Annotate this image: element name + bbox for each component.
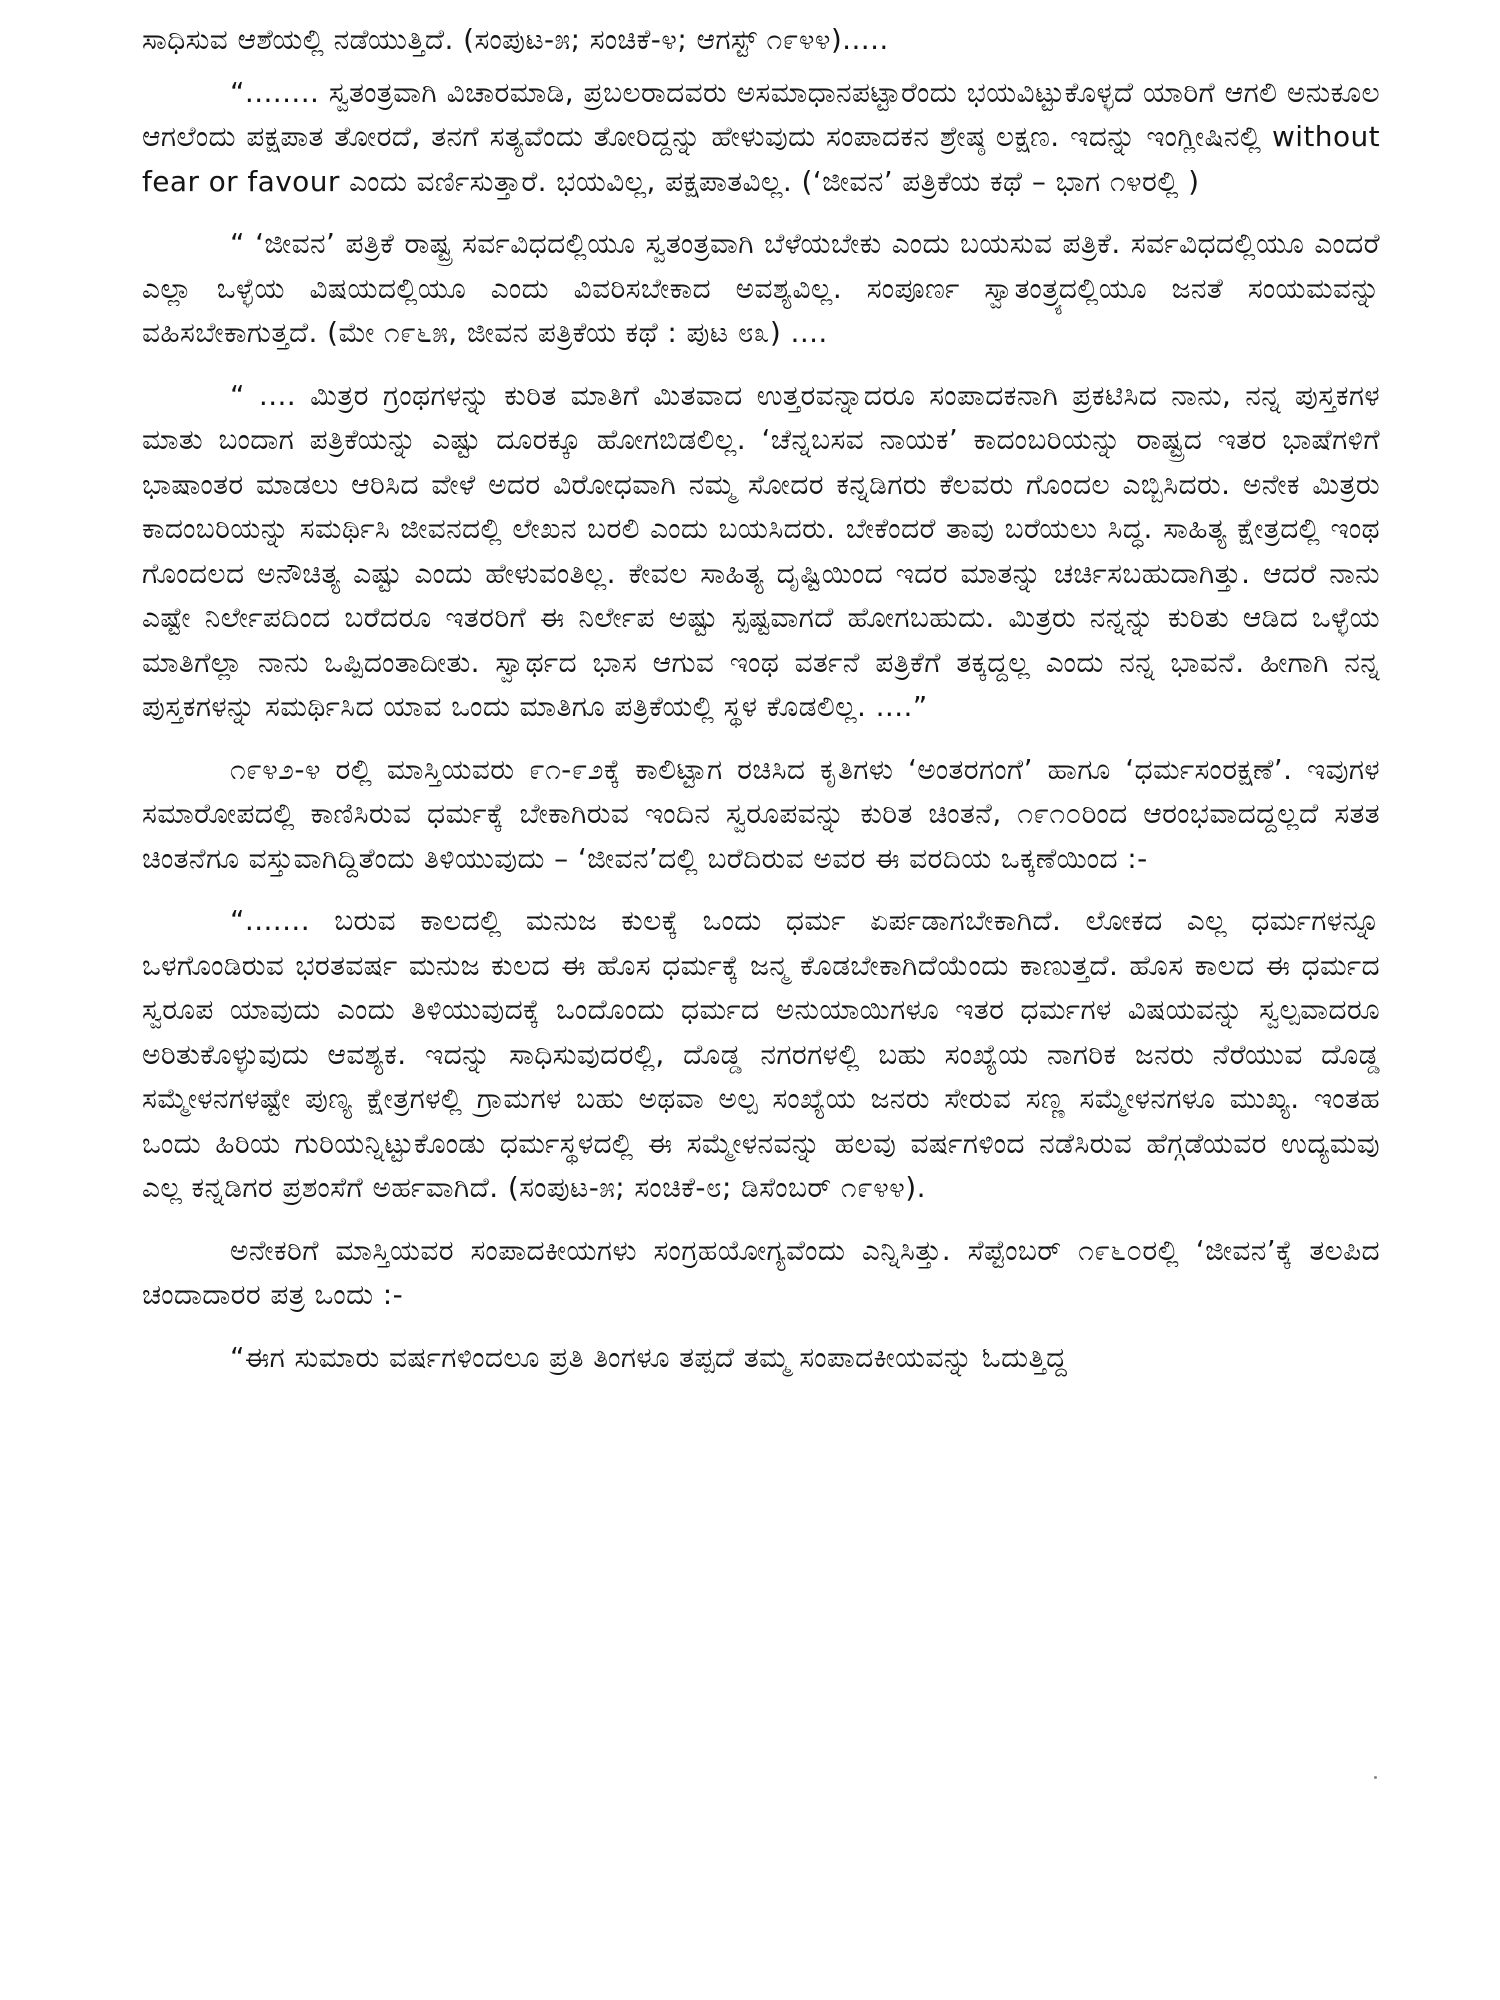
- paragraph-3: “ ‘ಜೀವನ’ ಪತ್ರಿಕೆ ರಾಷ್ಟ್ರ ಸರ್ವವಿಧದಲ್ಲಿಯೂ ಸ್ವತಂತ್ರವಾಗಿ ಬೆಳೆಯಬೇಕು ಎಂದು ಬಯಸುವ ಪತ್ರಿಕೆ. ಸರ್ವವಿಧದಲ್ಲಿಯೂ ಎಂದರೆ ಎಲ್ಲಾ ಒಳ್ಳೆಯ ವಿಷಯದಲ್ಲಿಯೂ ಎಂದು ವಿವರಿಸಬೇಕಾದ ಅವಶ್ಯವಿಲ್ಲ. ಸಂಪೂರ್ಣ ಸ್ವಾತಂತ್ರ್ಯದಲ್ಲಿಯೂ ಜನತೆ ಸಂಯಮವನ್ನು ವಹಿಸಬೇಕಾಗುತ್ತದೆ. (ಮೇ ೧೯೬೫, ಜೀವನ ಪತ್ರಿಕೆಯ ಕಥೆ : ಪುಟ ೮೩) ....: [142, 227, 1380, 349]
- paragraph-5: ೧೯೪೨-೪ ರಲ್ಲಿ ಮಾಸ್ತಿಯವರು ೯೧-೯೨ಕ್ಕೆ ಕಾಲಿಟ್ಟಾಗ ರಚಿಸಿದ ಕೃತಿಗಳು ‘ಅಂತರಗಂಗೆ’ ಹಾಗೂ ‘ಧರ್ಮಸಂರಕ್ಷಣೆ’. ಇವುಗಳ ಸಮಾರೋಪದಲ್ಲಿ ಕಾಣಿಸಿರುವ ಧರ್ಮಕ್ಕೆ ಬೇಕಾಗಿರುವ ಇಂದಿನ ಸ್ವರೂಪವನ್ನು ಕುರಿತ ಚಿಂತನೆ, ೧೯೧೦ರಿಂದ ಆರಂಭವಾದದ್ದಲ್ಲದೆ ಸತತ ಚಿಂತನೆಗೂ ವಸ್ತುವಾಗಿದ್ದಿತೆಂದು ತಿಳಿಯುವುದು – ‘ಜೀವನ’ದಲ್ಲಿ ಬರೆದಿರುವ ಅವರ ಈ ವರದಿಯ ಒಕ್ಕಣೆಯಿಂದ :-: [142, 752, 1380, 875]
- paragraph-6: “....... ಬರುವ ಕಾಲದಲ್ಲಿ ಮನುಜ ಕುಲಕ್ಕೆ ಒಂದು ಧರ್ಮ ಏರ್ಪಡಾಗಬೇಕಾಗಿದೆ. ಲೋಕದ ಎಲ್ಲ ಧರ್ಮಗಳನ್ನೂ ಒಳಗೊಂಡಿರುವ ಭರತವರ್ಷ ಮನುಜ ಕುಲದ ಈ ಹೊಸ ಧರ್ಮಕ್ಕೆ ಜನ್ಮ ಕೊಡಬೇಕಾಗಿದೆಯೆಂದು ಕಾಣುತ್ತದೆ. ಹೊಸ ಕಾಲದ ಈ ಧರ್ಮದ ಸ್ವರೂಪ ಯಾವುದು ಎಂದು ತಿಳಿಯುವುದಕ್ಕೆ ಒಂದೊಂದು ಧರ್ಮದ ಅನುಯಾಯಿಗಳೂ ಇತರ ಧರ್ಮಗಳ ವಿಷಯವನ್ನು ಸ್ವಲ್ಪವಾದರೂ ಅರಿತುಕೊಳ್ಳುವುದು ಆವಶ್ಯಕ. ಇದನ್ನು ಸಾಧಿಸುವುದರಲ್ಲಿ, ದೊಡ್ಡ ನಗರಗಳಲ್ಲಿ ಬಹು ಸಂಖ್ಯೆಯ ನಾಗರಿಕ ಜನರು ನೆರೆಯುವ ದೊಡ್ಡ ಸಮ್ಮೇಳನಗಳಷ್ಟೇ ಪುಣ್ಯ ಕ್ಷೇತ್ರಗಳಲ್ಲಿ ಗ್ರಾಮಗಳ ಬಹು ಅಥವಾ ಅಲ್ಪ ಸಂಖ್ಯೆಯ ಜನರು ಸೇರುವ ಸಣ್ಣ ಸಮ್ಮೇಳನಗಳೂ ಮುಖ್ಯ. ಇಂತಹ ಒಂದು ಹಿರಿಯ ಗುರಿಯನ್ನಿಟ್ಟುಕೊಂಡು ಧರ್ಮಸ್ಥಳದಲ್ಲಿ ಈ ಸಮ್ಮೇಳನವನ್ನು ಹಲವು ವರ್ಷಗಳಿಂದ ನಡೆಸಿರುವ ಹೆಗ್ಗಡೆಯವರ ಉದ್ಯಮವು ಎಲ್ಲ ಕನ್ನಡಿಗರ ಪ್ರಶಂಸೆಗೆ ಅರ್ಹವಾಗಿದೆ. (ಸಂಪುಟ-೫; ಸಂಚಿಕೆ-೮; ಡಿಸೆಂಬರ್ ೧೯೪೪).: [142, 904, 1380, 1204]
- paragraph-7: ಅನೇಕರಿಗೆ ಮಾಸ್ತಿಯವರ ಸಂಪಾದಕೀಯಗಳು ಸಂಗ್ರಹಯೋಗ್ಯವೆಂದು ಎನ್ನಿಸಿತ್ತು. ಸೆಪ್ಟೆಂಬರ್ ೧೯೬೦ರಲ್ಲಿ ‘ಜೀವನ’ಕ್ಕೆ ತಲಪಿದ ಚಂದಾದಾರರ ಪತ್ರ ಒಂದು :-: [142, 1233, 1380, 1311]
- scan-speck: [1374, 1776, 1377, 1779]
- paragraph-8: “ಈಗ ಸುಮಾರು ವರ್ಷಗಳಿಂದಲೂ ಪ್ರತಿ ತಿಂಗಳೂ ತಪ್ಪದೆ ತಮ್ಮ ಸಂಪಾದಕೀಯವನ್ನು ಓದುತ್ತಿದ್ದ: [230, 1340, 1068, 1374]
- paragraph-4: “ .... ಮಿತ್ರರ ಗ್ರಂಥಗಳನ್ನು ಕುರಿತ ಮಾತಿಗೆ ಮಿತವಾದ ಉತ್ತರವನ್ನಾದರೂ ಸಂಪಾದಕನಾಗಿ ಪ್ರಕಟಿಸಿದ ನಾನು, ನನ್ನ ಪುಸ್ತಕಗಳ ಮಾತು ಬಂದಾಗ ಪತ್ರಿಕೆಯನ್ನು ಎಷ್ಟು ದೂರಕ್ಕೂ ಹೋಗಬಿಡಲಿಲ್ಲ. ‘ಚೆನ್ನಬಸವ ನಾಯಕ’ ಕಾದಂಬರಿಯನ್ನು ರಾಷ್ಟ್ರದ ಇತರ ಭಾಷೆಗಳಿಗೆ ಭಾಷಾಂತರ ಮಾಡಲು ಆರಿಸಿದ ವೇಳೆ ಅದರ ವಿರೋಧವಾಗಿ ನಮ್ಮ ಸೋದರ ಕನ್ನಡಿಗರು ಕೆಲವರು ಗೊಂದಲ ಎಬ್ಬಿಸಿದರು. ಅನೇಕ ಮಿತ್ರರು ಕಾದಂಬರಿಯನ್ನು ಸಮರ್ಥಿಸಿ ಜೀವನದಲ್ಲಿ ಲೇಖನ ಬರಲಿ ಎಂದು ಬಯಸಿದರು. ಬೇಕೆಂದರೆ ತಾವು ಬರೆಯಲು ಸಿದ್ಧ. ಸಾಹಿತ್ಯ ಕ್ಷೇತ್ರದಲ್ಲಿ ಇಂಥ ಗೊಂದಲದ ಅನೌಚಿತ್ಯ ಎಷ್ಟು ಎಂದು ಹೇಳುವಂತಿಲ್ಲ. ಕೇವಲ ಸಾಹಿತ್ಯ ದೃಷ್ಟಿಯಿಂದ ಇದರ ಮಾತನ್ನು ಚರ್ಚಿಸಬಹುದಾಗಿತ್ತು. ಆದರೆ ನಾನು ಎಷ್ಟೇ ನಿರ್ಲೇಪದಿಂದ ಬರೆದರೂ ಇತರರಿಗೆ ಈ ನಿರ್ಲೇಪ ಅಷ್ಟು ಸ್ಪಷ್ಟವಾಗದೆ ಹೋಗಬಹುದು. ಮಿತ್ರರು ನನ್ನನ್ನು ಕುರಿತು ಆಡಿದ ಒಳ್ಳೆಯ ಮಾತಿಗೆಲ್ಲಾ ನಾನು ಒಪ್ಪಿದಂತಾದೀತು. ಸ್ವಾರ್ಥದ ಭಾಸ ಆಗುವ ಇಂಥ ವರ್ತನೆ ಪತ್ರಿಕೆಗೆ ತಕ್ಕದ್ದಲ್ಲ ಎಂದು ನನ್ನ ಭಾವನೆ. ಹೀಗಾಗಿ ನನ್ನ ಪುಸ್ತಕಗಳನ್ನು ಸಮರ್ಥಿಸಿದ ಯಾವ ಒಂದು ಮಾತಿಗೂ ಪತ್ರಿಕೆಯಲ್ಲಿ ಸ್ಥಳ ಕೊಡಲಿಲ್ಲ. ....”: [142, 378, 1380, 723]
- paragraph-1: ಸಾಧಿಸುವ ಆಶೆಯಲ್ಲಿ ನಡೆಯುತ್ತಿದೆ. (ಸಂಪುಟ-೫; ಸಂಚಿಕೆ-೪; ಆಗಸ್ಟ್ ೧೯೪೪).....: [142, 23, 889, 56]
- paragraph-2: “........ ಸ್ವತಂತ್ರವಾಗಿ ವಿಚಾರಮಾಡಿ, ಪ್ರಬಲರಾದವರು ಅಸಮಾಧಾನಪಟ್ಟಾರೆಂದು ಭಯವಿಟ್ಟುಕೊಳ್ಳದೆ ಯಾರಿಗೆ ಆಗಲಿ ಅನುಕೂಲ ಆಗಲೆಂದು ಪಕ್ಷಪಾತ ತೋರದೆ, ತನಗೆ ಸತ್ಯವೆಂದು ತೋರಿದ್ದನ್ನು ಹೇಳುವುದು ಸಂಪಾದಕನ ಶ್ರೇಷ್ಠ ಲಕ್ಷಣ. ಇದನ್ನು ಇಂಗ್ಲೀಷಿನಲ್ಲಿ without fear or favour ಎಂದು ವರ್ಣಿಸುತ್ತಾರೆ. ಭಯವಿಲ್ಲ, ಪಕ್ಷಪಾತವಿಲ್ಲ. (‘ಜೀವನ’ ಪತ್ರಿಕೆಯ ಕಥೆ – ಭಾಗ ೧೪ರಲ್ಲಿ ): [142, 75, 1380, 198]
